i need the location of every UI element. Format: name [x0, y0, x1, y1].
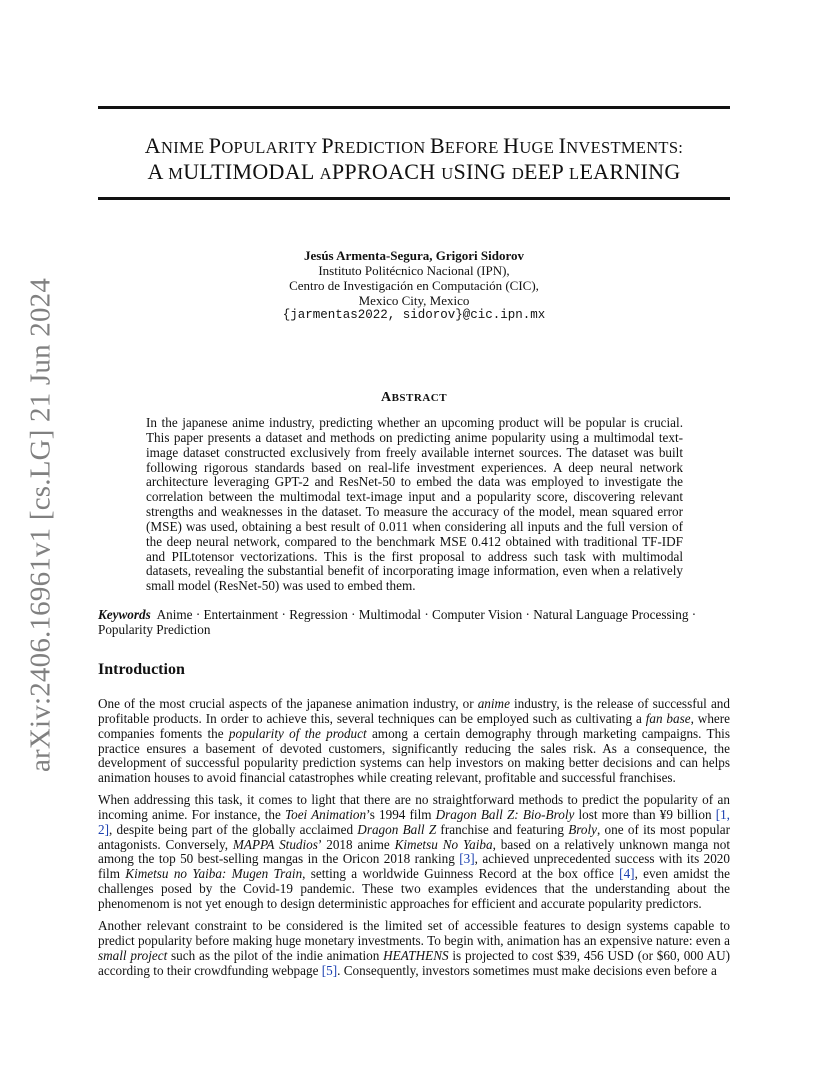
abstract-heading-rest: BSTRACT	[391, 392, 448, 404]
affiliation-line-3: Mexico City, Mexico	[358, 293, 470, 308]
text-run: , even amidst the challenges posed by the Covid-19 pandemic. These two examples evidences that the understanding about the phenomenom is not yet enough to design deterministic approaches for efficient and accurate popularity predictors.	[98, 866, 730, 911]
abstract-text: In the japanese anime industry, predicting whether an upcoming product will be popular is crucial. This paper presents a dataset and methods on predicting anime popularity using a multimodal text-image dataset constructed exclusively from freely available internet sources. The dataset was built following rigorous standards based on real-life investment experiences. A deep neural network architecture leveraging GPT-2 and ResNet-50 to embed the data was employed to investigate the correlation between the multimodal text-image input and a popularity score, discovering relevant strengths and weaknesses in the dataset. To measure the accuracy of the model, mean squared error (MSE) was used, obtaining a best result of 0.011 when considering all inputs and the full version of the deep neural network, compared to the benchmark MSE 0.412 obtained with traditional TF-IDF and PILtotensor vectorizations. This is the first proposal to address such task with multimodal datasets, revealing the substantial benefit of incorporating image information, even when a relatively small model (ResNet-50) was used to embed them.	[146, 415, 683, 594]
affiliation-line-2: Centro de Investigación en Computación (CIC),	[289, 278, 539, 293]
emphasis-text: Kimetsu No Yaiba	[394, 836, 493, 852]
citation-link[interactable]: [5]	[321, 962, 338, 978]
arxiv-identifier-stamp: arXiv:2406.16961v1 [cs.LG] 21 Jun 2024	[24, 277, 57, 773]
paper-title-line-2	[70, 157, 758, 189]
title-segment: A	[144, 133, 161, 158]
emphasis-text: popularity of the product	[228, 725, 367, 741]
title-segment: L	[569, 164, 580, 183]
emphasis-text: Toei Animation	[284, 806, 367, 822]
citation-link[interactable]: [4]	[619, 866, 635, 882]
text-run: , one of its most popular antagonists. Conversely,	[98, 821, 731, 852]
title-segment: D	[511, 164, 525, 183]
intro-paragraph-3	[98, 919, 730, 978]
emphasis-text: small project	[98, 947, 168, 963]
text-run: Another relevant constraint to be considered is the limited set of accessible features to design systems capable to predict popularity before making huge monetary investments. To begin with, animation has an expensive nature: even a	[98, 918, 730, 948]
text-run: ’s 1994 film	[366, 806, 436, 822]
citation-link[interactable]: [3]	[459, 851, 475, 867]
affiliation-line-1: Instituto Politécnico Nacional (IPN),	[318, 263, 510, 278]
text-run: One of the most crucial aspects of the japanese animation industry, or	[98, 696, 478, 711]
text-run: , despite being part of the globally acclaimed	[109, 821, 358, 837]
emphasis-text: HEATHENS	[383, 947, 449, 963]
title-segment: A	[319, 164, 332, 183]
emphasis-text: anime	[477, 696, 510, 711]
emphasis-text: MAPPA Studios	[232, 836, 318, 852]
title-segment: EEP	[524, 159, 570, 184]
title-segment: SING	[453, 159, 512, 184]
title-segment: ULTIMODAL	[183, 159, 320, 184]
keywords-label: Keywords	[98, 607, 151, 622]
title-segment: M	[168, 164, 184, 183]
title-segment: NIME	[161, 138, 209, 157]
author-names: Jesús Armenta-Segura, Grigori Sidorov	[303, 248, 525, 263]
author-email: {jarmentas2022, sidorov}@cic.ipn.mx	[282, 308, 546, 322]
title-segment: EFORE	[444, 138, 504, 157]
abstract-heading-initial: A	[380, 390, 392, 405]
title-segment: I	[558, 133, 567, 158]
title-segment: REDICTION	[333, 138, 430, 157]
introduction-heading: Introduction	[98, 661, 185, 678]
emphasis-text: fan base	[645, 710, 691, 726]
keywords-list: Anime · Entertainment · Regression · Multimodal · Computer Vision · Natural Language Processing · Popularity Prediction	[98, 607, 697, 637]
emphasis-text: Kimetsu no Yaiba: Mugen Train	[125, 866, 303, 882]
abstract-heading	[0, 390, 828, 406]
text-run: When addressing this task, it comes to light that there are no straightforward methods to predict the popularity of an incoming anime. For instance, the	[98, 792, 730, 822]
text-run: franchise and featuring	[436, 821, 569, 837]
title-segment: A	[147, 159, 169, 184]
text-run: , based on a relatively unknown manga not among the top 50 best-selling mangas in the Oricon 2018 ranking	[98, 836, 731, 867]
text-run: , where companies foments the	[98, 710, 731, 741]
text-run: industry, is the release of successful and profitable products. In order to achieve this, several techniques can be employed such as cultivating a	[98, 696, 730, 726]
title-segment: EARNING	[579, 159, 681, 184]
title-segment: H	[503, 133, 520, 158]
text-run: . Consequently, investors sometimes must make decisions even before a	[337, 962, 717, 978]
emphasis-text: Dragon Ball Z: Bio-Broly	[435, 806, 575, 822]
title-segment: U	[441, 164, 454, 183]
title-rule-top	[98, 106, 730, 109]
title-segment: NVESTMENTS:	[566, 138, 684, 157]
title-segment: P	[321, 133, 334, 158]
title-segment: OPULARITY	[221, 138, 322, 157]
intro-paragraph-1	[98, 697, 730, 786]
citation-link[interactable]: [1, 2]	[98, 806, 730, 837]
text-run: is projected to cost $39, 456 USD (or $60, 000 AU) according to their crowdfunding webpage	[98, 947, 730, 978]
emphasis-text: Broly	[568, 821, 597, 837]
keywords-line	[98, 608, 730, 638]
intro-paragraph-2	[98, 793, 730, 912]
title-segment: UGE	[519, 138, 559, 157]
title-segment: B	[429, 133, 445, 158]
title-segment: PPROACH	[331, 159, 442, 184]
text-run: such as the pilot of the indie animation	[167, 947, 384, 963]
title-segment: P	[208, 133, 222, 158]
text-run: , setting a worldwide Guinness Record at the box office	[302, 866, 620, 882]
text-run: among a certain demography through marketing campaigns. This practice ensures a basement of devoted customers, significantly reducing the sales risk. As a consequence, the development of successful popularity prediction systems can help investors on making better decisions and can helps animation houses to avoid financial catastrophes while creating relevant, profitable and successful franchises.	[98, 725, 730, 786]
emphasis-text: Dragon Ball Z	[357, 821, 437, 837]
title-rule-bottom	[98, 197, 730, 200]
text-run: , achieved unprecedented success with its 2020 film	[98, 851, 730, 882]
text-run: ’ 2018 anime	[317, 836, 395, 852]
text-run: lost more than ¥9 billion	[574, 806, 716, 822]
